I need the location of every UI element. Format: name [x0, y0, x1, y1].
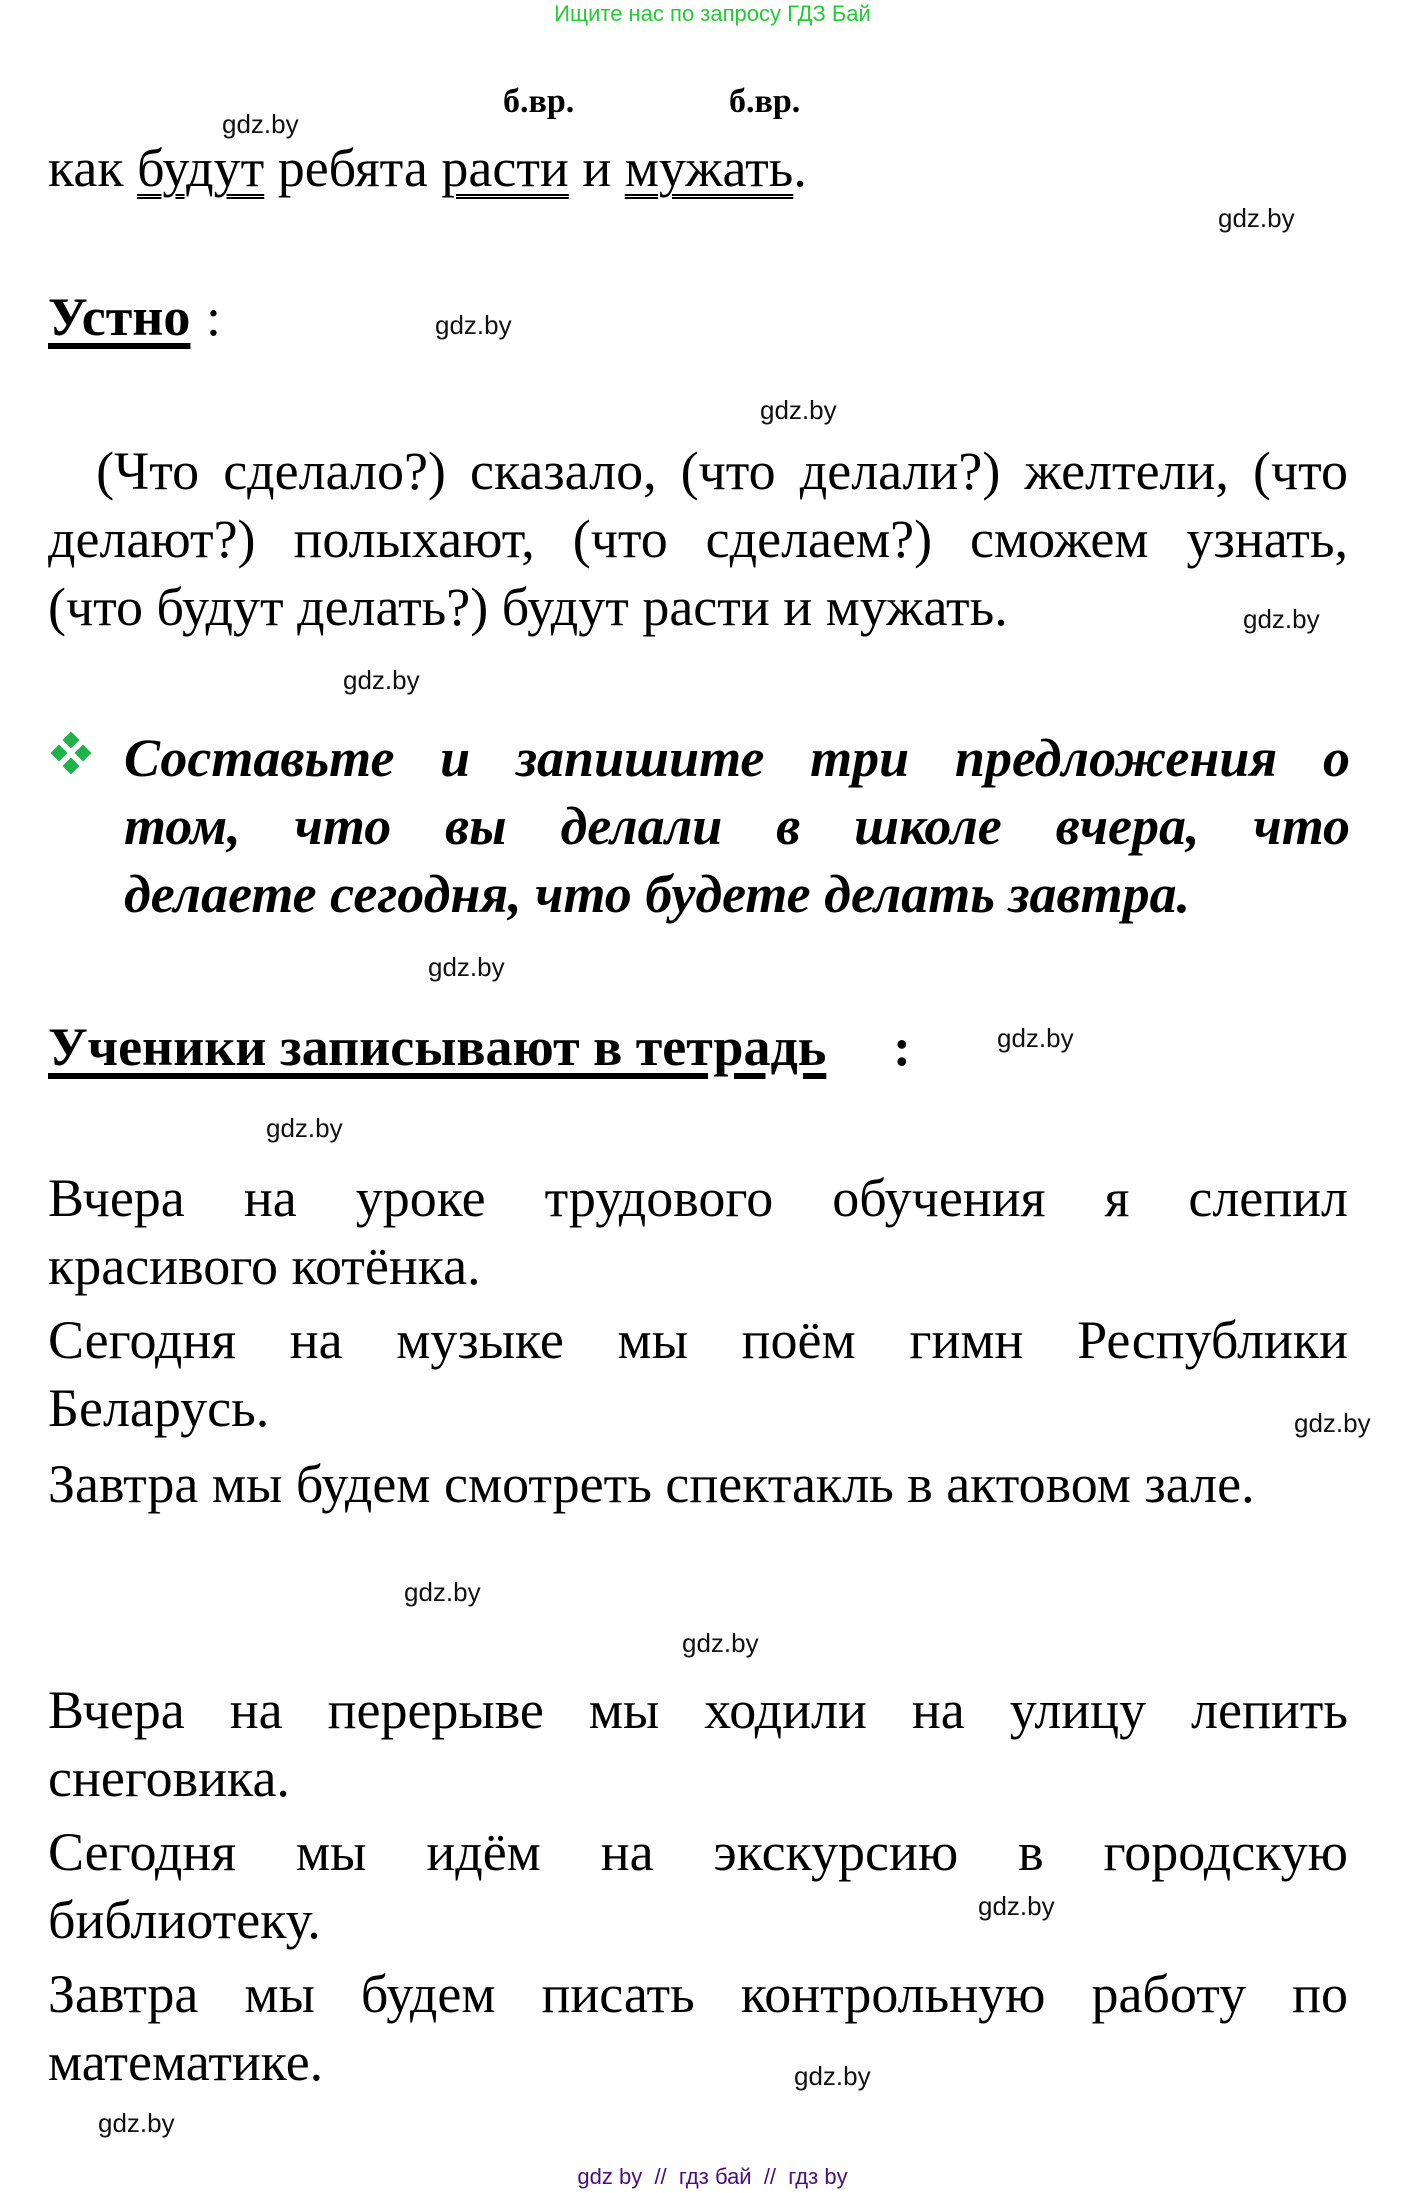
oral-heading: [48, 285, 190, 349]
sentence-line: снеговика.: [48, 1748, 290, 1808]
written-sentence: [48, 1818, 1348, 1954]
oral-line: (что будут делать?) будут расти и мужать.: [48, 577, 1008, 637]
watermark: gdz.by: [343, 665, 420, 695]
oral-heading-colon: :: [206, 287, 222, 347]
watermark: gdz.by: [760, 395, 837, 425]
word: как: [48, 138, 138, 198]
sentence-line: Сегодня мы идём на экскурсию в городскую: [48, 1822, 1348, 1882]
sentence-line: библиотеку.: [48, 1890, 321, 1950]
sentence-line: Завтра мы будем смотреть спектакль в актовом зале.: [48, 1454, 1255, 1514]
watermark: gdz.by: [1294, 1408, 1371, 1438]
watermark: gdz.by: [997, 1023, 1074, 1053]
written-heading-colon: :: [893, 1017, 911, 1077]
watermark: gdz.by: [428, 952, 505, 982]
diamond-bullet-icon: [52, 733, 92, 773]
sentence-line: Вчера на перерыве мы ходили на улицу лепить: [48, 1680, 1348, 1740]
word: ребята: [264, 138, 442, 198]
annotation-future-tense-2: б.вр.: [729, 83, 801, 120]
task-line: Составьте и запишите три предложения о: [124, 728, 1350, 788]
watermark: gdz.by: [1218, 203, 1295, 233]
footer-site-links: gdz by // гдз бай // гдз by: [577, 2164, 848, 2189]
oral-line: (Что сделало?) сказало, (что делали?) желтели, (что: [48, 441, 1348, 501]
written-heading-text: Ученики записывают в тетрадь: [48, 1017, 827, 1077]
watermark: gdz.by: [222, 109, 299, 139]
written-heading: [48, 1015, 826, 1079]
search-hint-banner: Ищите нас по запросу ГДЗ Бай: [554, 1, 871, 26]
written-sentence: [48, 1164, 1348, 1300]
oral-answer: [48, 437, 1348, 641]
sentence-line: Беларусь.: [48, 1378, 270, 1438]
annotation-future-tense-1: б.вр.: [503, 83, 575, 120]
task-line: делаете сегодня, что будете делать завтра.: [124, 864, 1191, 924]
oral-line: делают?) полыхают, (что сделаем?) сможем узнать,: [48, 509, 1348, 569]
predicate-word: мужать: [624, 138, 794, 198]
watermark: gdz.by: [98, 2108, 175, 2138]
sentence-line: математике.: [48, 2032, 324, 2092]
written-sentence: [48, 1306, 1348, 1442]
watermark: gdz.by: [682, 1628, 759, 1658]
watermark: gdz.by: [266, 1113, 343, 1143]
sentence-line: Завтра мы будем писать контрольную работу по: [48, 1964, 1348, 2024]
written-sentence: [48, 1676, 1348, 1812]
sentence-line: красивого котёнка.: [48, 1236, 481, 1296]
predicate-word: расти: [441, 138, 569, 198]
watermark: gdz.by: [404, 1577, 481, 1607]
watermark: gdz.by: [978, 1891, 1055, 1921]
punctuation: .: [793, 138, 807, 198]
sentence-line: Сегодня на музыке мы поём гимн Республики: [48, 1310, 1348, 1370]
watermark: gdz.by: [435, 310, 512, 340]
oral-heading-text: Устно: [48, 287, 191, 347]
sentence-ending: [48, 136, 1348, 200]
written-sentence: [48, 1450, 1348, 1518]
predicate-word: будут: [137, 138, 265, 198]
written-sentence: [48, 1960, 1348, 2096]
watermark: gdz.by: [1243, 604, 1320, 634]
word: и: [568, 138, 625, 198]
task-line: том, что вы делали в школе вчера, что: [124, 796, 1350, 856]
sentence-line: Вчера на уроке трудового обучения я слепил: [48, 1168, 1348, 1228]
watermark: gdz.by: [794, 2061, 871, 2091]
